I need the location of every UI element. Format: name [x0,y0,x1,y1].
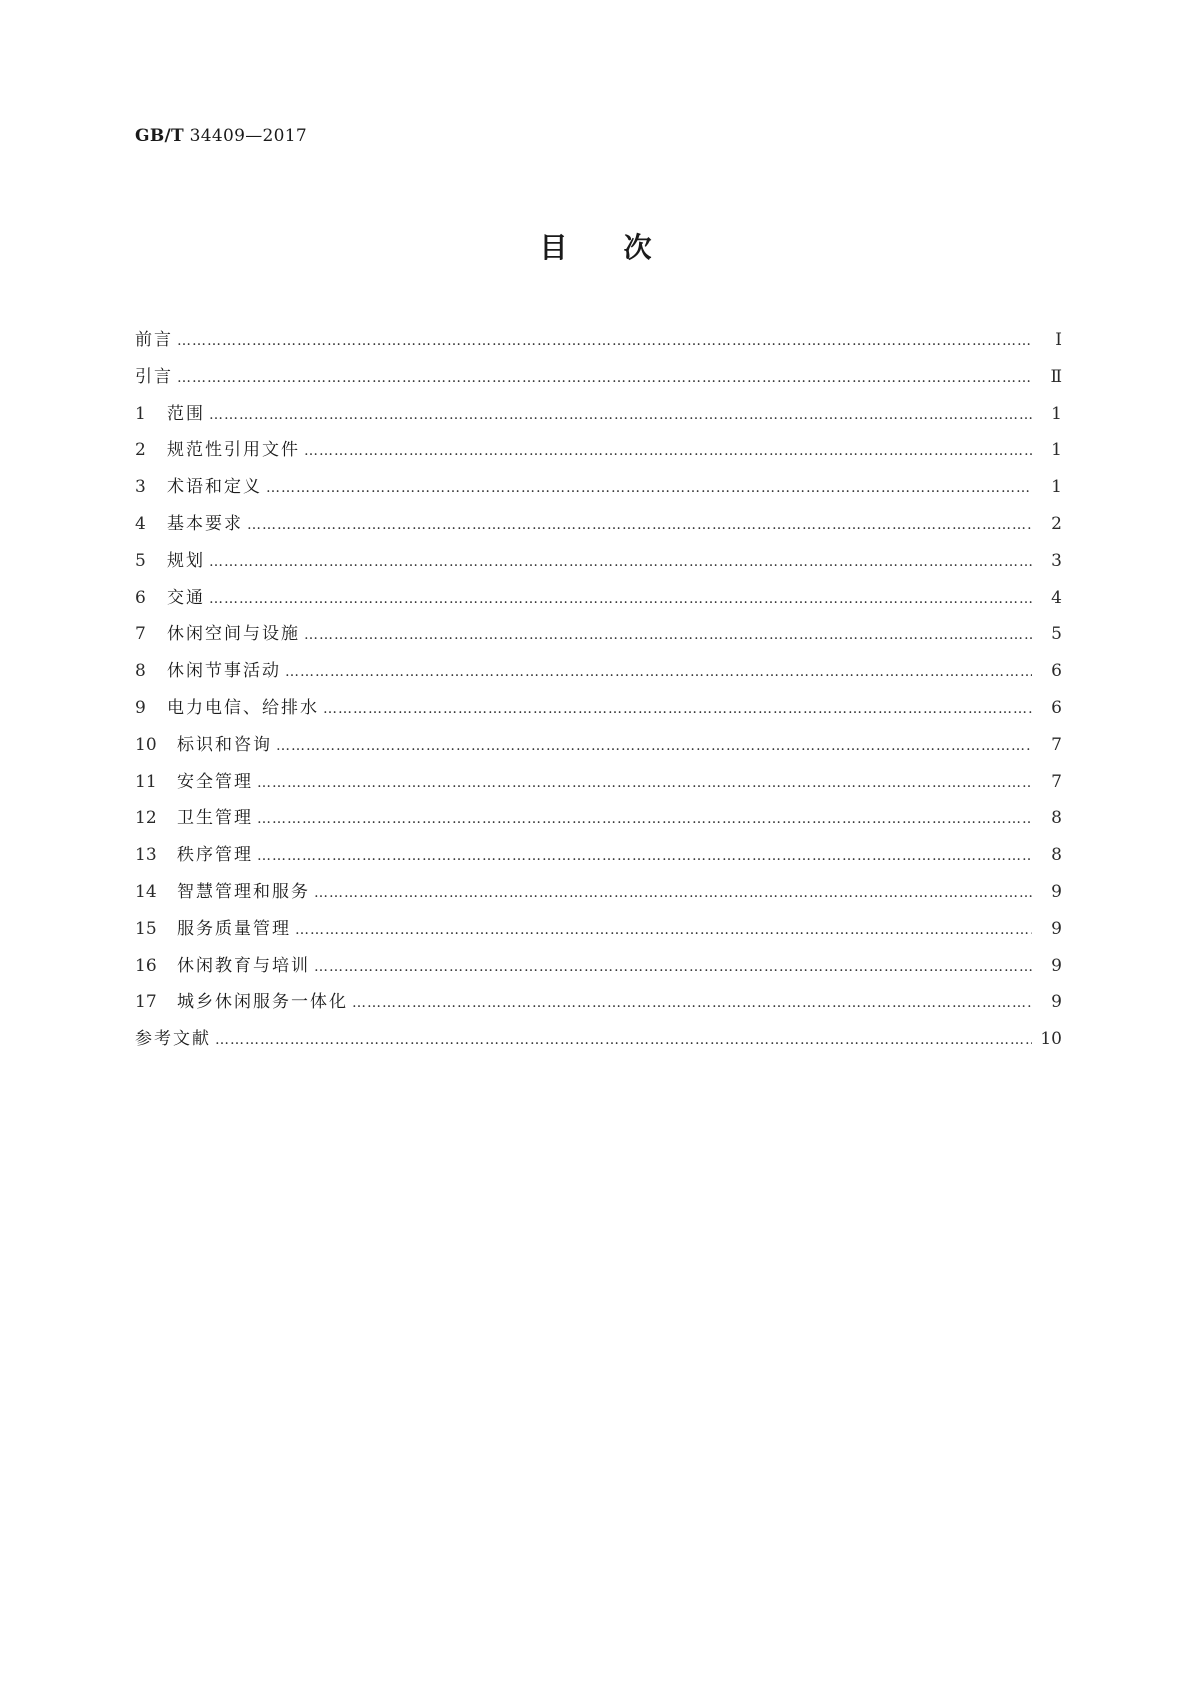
toc-entry-page: 8 [1051,808,1062,829]
toc-entry-title: 范围 [167,403,205,424]
toc-entry-page: 1 [1051,477,1062,498]
toc-entry-title: 城乡休闲服务一体化 [177,992,348,1013]
toc-entry-page: Ⅱ [1050,366,1062,387]
toc-entry[interactable] [135,954,1062,991]
dot-leader [266,476,1032,500]
toc-entry-title: 前言 [135,330,173,350]
toc-entry-title: 参考文献 [135,1029,211,1050]
toc-entry-title: 休闲节事活动 [167,661,281,682]
toc-entry-number: 13 [135,845,157,866]
toc-entry-number: 14 [135,881,157,902]
toc-entry-page: 9 [1051,918,1062,939]
toc-entry-page: 8 [1051,845,1062,866]
toc-entry[interactable] [135,733,1062,770]
toc-entry-title: 卫生管理 [177,808,253,829]
toc-entry[interactable] [135,328,1062,365]
toc-entry-page: 7 [1051,771,1062,792]
page-title: 目次 [539,231,708,264]
toc-entry[interactable] [135,1027,1062,1064]
toc-entry[interactable] [135,770,1062,807]
toc-entry[interactable] [135,365,1062,402]
dot-leader [247,513,1032,537]
toc-entry-title: 智慧管理和服务 [177,881,310,902]
toc-entry-title: 规划 [167,550,205,571]
dot-leader [304,623,1032,647]
toc-entry-title: 交通 [167,587,205,608]
toc-entry[interactable] [135,696,1062,733]
standard-code [135,126,307,146]
toc-entry-page: 9 [1051,881,1062,902]
toc-entry[interactable] [135,586,1062,623]
toc-entry-title: 电力电信、给排水 [167,697,319,718]
toc-entry[interactable] [135,659,1062,696]
dot-leader [304,439,1032,463]
dot-leader [209,587,1032,611]
toc-entry[interactable] [135,475,1062,512]
toc-entry-page: 9 [1051,955,1062,976]
standard-number: 34409—2017 [189,126,308,146]
toc-entry-number: 12 [135,808,157,829]
toc-entry-page: 6 [1051,661,1062,682]
toc-entry-title: 标识和咨询 [177,734,272,755]
toc-entry-number: 6 [135,587,146,608]
toc-entry[interactable] [135,990,1062,1027]
toc-entry[interactable] [135,512,1062,549]
toc-entry-number: 4 [135,513,146,534]
dot-leader [257,771,1032,795]
table-of-contents [135,328,1062,1064]
dot-leader [285,660,1032,684]
toc-entry-number: 1 [135,403,146,424]
toc-entry-page: 6 [1051,697,1062,718]
toc-entry-number: 9 [135,697,146,718]
dot-leader [209,403,1032,427]
toc-entry-page: Ⅰ [1055,330,1062,350]
toc-entry[interactable] [135,917,1062,954]
toc-entry-number: 11 [135,771,157,792]
toc-entry-page: 5 [1051,624,1062,645]
dot-leader [257,807,1032,831]
toc-entry-title: 基本要求 [167,513,243,534]
toc-entry-page: 3 [1051,550,1062,571]
dot-leader [352,991,1032,1015]
toc-entry-title: 秩序管理 [177,845,253,866]
dot-leader [257,844,1032,868]
dot-leader [177,366,1032,390]
toc-entry-page: 4 [1051,587,1062,608]
toc-entry-number: 16 [135,955,157,976]
standard-prefix: GB/T [135,126,184,146]
toc-entry-number: 10 [135,734,157,755]
toc-entry[interactable] [135,402,1062,439]
toc-entry[interactable] [135,438,1062,475]
toc-entry[interactable] [135,622,1062,659]
toc-entry-number: 7 [135,624,146,645]
toc-entry-page: 10 [1040,1029,1062,1050]
toc-entry-title: 术语和定义 [167,477,262,498]
toc-entry-page: 7 [1051,734,1062,755]
toc-entry-page: 1 [1051,440,1062,461]
dot-leader [215,1028,1032,1052]
toc-entry-title: 休闲空间与设施 [167,624,300,645]
dot-leader [295,918,1032,942]
toc-entry-number: 17 [135,992,157,1013]
dot-leader [209,550,1032,574]
toc-entry[interactable] [135,806,1062,843]
toc-entry-title: 休闲教育与培训 [177,955,310,976]
toc-entry-page: 1 [1051,403,1062,424]
toc-entry-title: 安全管理 [177,771,253,792]
dot-leader [323,697,1032,721]
toc-entry-page: 9 [1051,992,1062,1013]
toc-entry[interactable] [135,549,1062,586]
toc-entry-title: 规范性引用文件 [167,440,300,461]
dot-leader [276,734,1032,758]
dot-leader [177,329,1032,353]
toc-entry-number: 8 [135,661,146,682]
toc-entry[interactable] [135,880,1062,917]
toc-entry-number: 3 [135,477,146,498]
toc-entry-number: 2 [135,440,146,461]
toc-entry-number: 5 [135,550,146,571]
toc-entry-title: 引言 [135,366,173,387]
toc-entry-number: 15 [135,918,157,939]
dot-leader [314,955,1032,979]
toc-entry-page: 2 [1051,513,1062,534]
toc-entry[interactable] [135,843,1062,880]
toc-entry-title: 服务质量管理 [177,918,291,939]
dot-leader [314,881,1032,905]
